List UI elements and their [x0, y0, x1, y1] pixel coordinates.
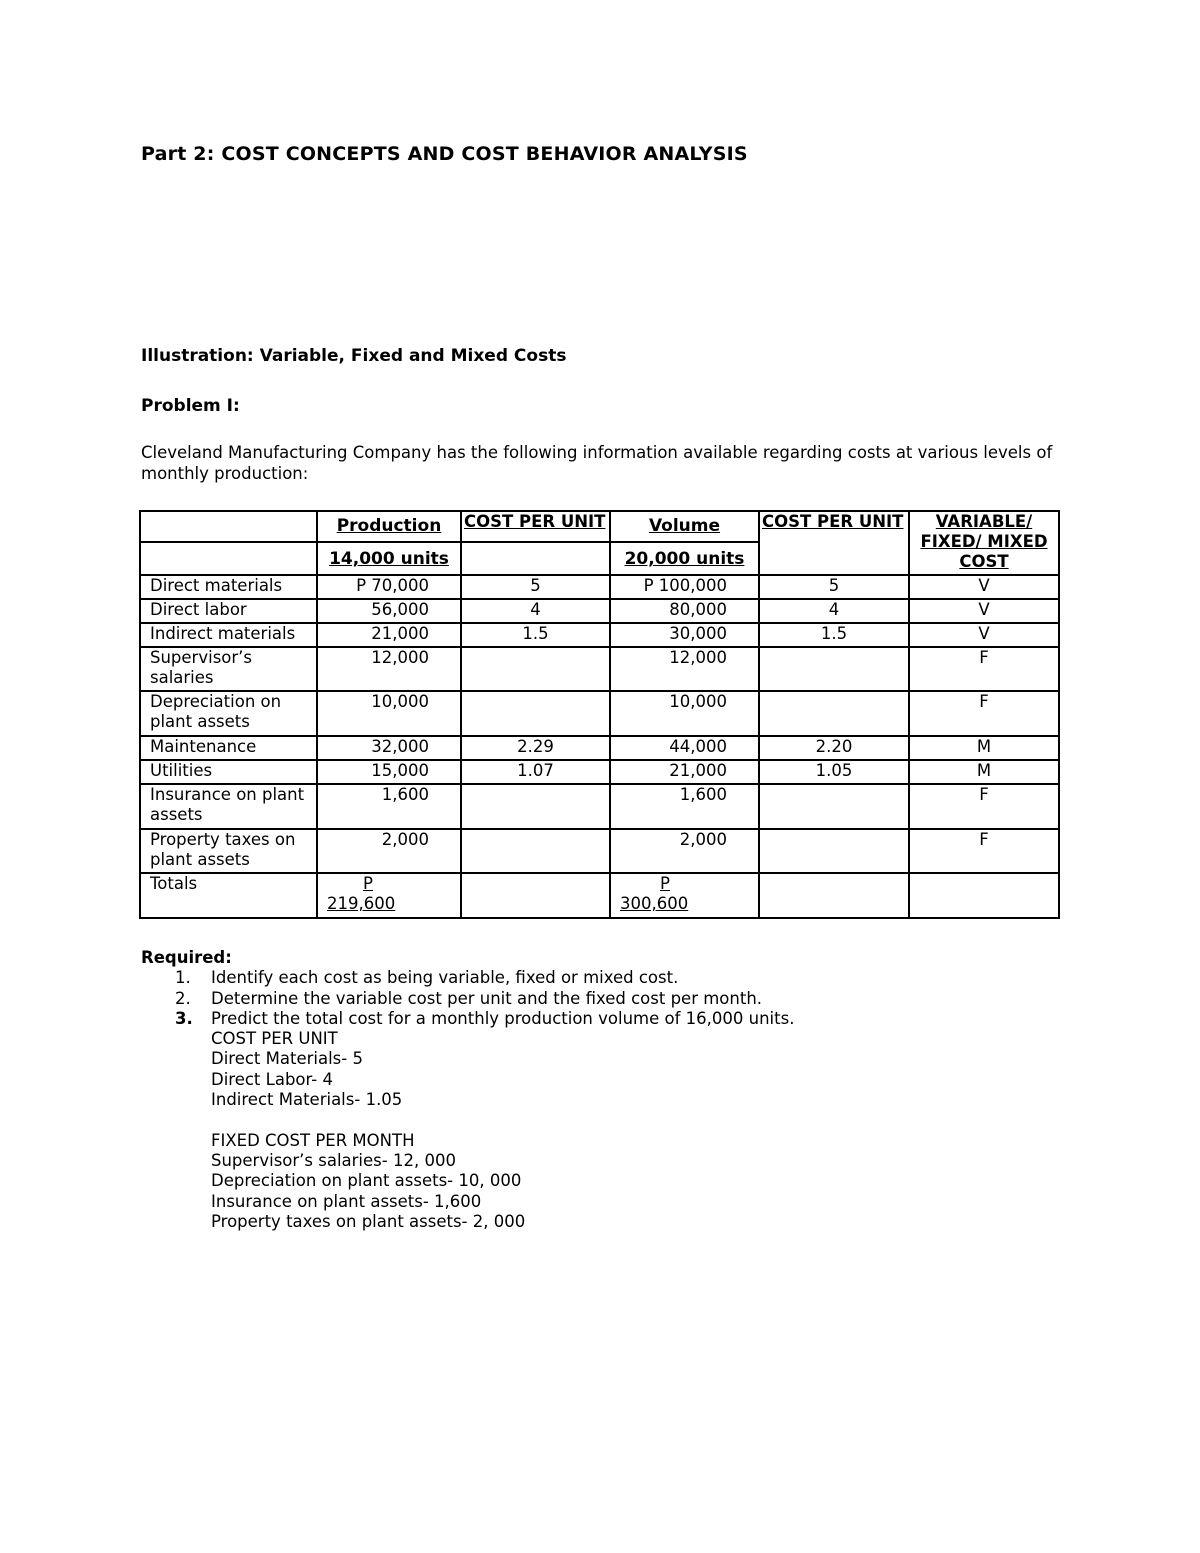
table-row: [140, 784, 1059, 829]
table-header-row-1: [140, 511, 1059, 542]
production-total: [317, 873, 461, 918]
volume-cost: 21,000: [610, 760, 759, 784]
cost-classification: F: [909, 647, 1059, 691]
cost-classification: F: [909, 829, 1059, 873]
production-cost: 12,000: [317, 647, 461, 691]
cost-per-unit-1: [461, 647, 610, 691]
volume-cost: 30,000: [610, 623, 759, 647]
table-row: [140, 760, 1059, 784]
table-row: [140, 599, 1059, 623]
header-volume: Volume: [610, 511, 759, 542]
item-number: 1.: [175, 968, 191, 988]
answer-line: Supervisor’s salaries- 12, 000: [211, 1150, 456, 1170]
answer-line: Property taxes on plant assets- 2, 000: [211, 1211, 526, 1231]
required-list: [141, 968, 794, 1029]
item-text: Predict the total cost for a monthly production volume of 16,000 units.: [211, 1008, 795, 1028]
table-row: [140, 647, 1059, 691]
production-total-value: 219,600: [327, 894, 396, 913]
cost-classification: M: [909, 760, 1059, 784]
answer-line: Insurance on plant assets- 1,600: [211, 1191, 482, 1211]
required-label: Required:: [141, 948, 232, 967]
cost-per-unit-2: 5: [759, 575, 909, 599]
cost-per-unit-1: [461, 784, 610, 829]
header-cost-per-unit-1: COST PER UNIT: [461, 511, 610, 542]
cost-item-label: Property taxes on plant assets: [140, 829, 317, 873]
volume-total-currency: P: [660, 874, 670, 893]
production-cost: 2,000: [317, 829, 461, 873]
production-cost: P 70,000: [317, 575, 461, 599]
fixed-cost-heading: FIXED COST PER MONTH: [211, 1130, 415, 1150]
cost-item-label: Maintenance: [140, 736, 317, 760]
cost-item-label: Indirect materials: [140, 623, 317, 647]
cost-per-unit-2: 4: [759, 599, 909, 623]
table-row: [140, 829, 1059, 873]
cost-per-unit-2: 2.20: [759, 736, 909, 760]
cost-per-unit-2: [759, 647, 909, 691]
cost-per-unit-1: 1.5: [461, 623, 610, 647]
answer-line: Direct Materials- 5: [211, 1049, 363, 1069]
production-cost: 21,000: [317, 623, 461, 647]
cost-classification: F: [909, 784, 1059, 829]
volume-cost: 12,000: [610, 647, 759, 691]
part-title: Part 2: COST CONCEPTS AND COST BEHAVIOR ANALYSIS: [141, 143, 748, 165]
item-number: 3.: [175, 1008, 193, 1028]
table-row: [140, 691, 1059, 736]
cost-item-label: Direct labor: [140, 599, 317, 623]
volume-cost: 10,000: [610, 691, 759, 736]
cost-item-label: Utilities: [140, 760, 317, 784]
production-cost: 32,000: [317, 736, 461, 760]
volume-cost: 1,600: [610, 784, 759, 829]
required-section: [141, 948, 794, 1232]
list-item: [141, 1009, 794, 1029]
production-cost: 10,000: [317, 691, 461, 736]
totals-row: [140, 873, 1059, 918]
header-production: Production: [317, 511, 461, 542]
production-cost: 15,000: [317, 760, 461, 784]
header-blank-cell: [140, 542, 317, 575]
cost-per-unit-1: [461, 829, 610, 873]
cost-per-unit-1: 5: [461, 575, 610, 599]
cost-classification: V: [909, 575, 1059, 599]
cost-per-unit-1: 2.29: [461, 736, 610, 760]
blank-cell: [461, 873, 610, 918]
item-number: 2.: [175, 988, 191, 1008]
cost-item-label: Insurance on plant assets: [140, 784, 317, 829]
volume-cost: 44,000: [610, 736, 759, 760]
table-row: [140, 575, 1059, 599]
list-item: [141, 989, 794, 1009]
problem-intro: Cleveland Manufacturing Company has the following information available regarding costs at various levels of monthly production:: [141, 443, 1053, 483]
volume-cost: 2,000: [610, 829, 759, 873]
header-blank-cell: [461, 542, 610, 575]
cost-item-label: Supervisor’s salaries: [140, 647, 317, 691]
production-total-currency: P: [363, 874, 373, 893]
cost-per-unit-answer: [141, 1029, 794, 1232]
answer-line: Direct Labor- 4: [211, 1069, 333, 1089]
header-production-units: 14,000 units: [317, 542, 461, 575]
volume-cost: 80,000: [610, 599, 759, 623]
illustration-title: Illustration: Variable, Fixed and Mixed Costs: [141, 346, 567, 366]
table-row: [140, 623, 1059, 647]
header-blank-cell: [140, 511, 317, 542]
volume-total-value: 300,600: [620, 894, 689, 913]
cost-per-unit-2: 1.5: [759, 623, 909, 647]
item-text: Determine the variable cost per unit and the fixed cost per month.: [211, 988, 763, 1008]
list-item: [141, 968, 794, 988]
header-volume-units: 20,000 units: [610, 542, 759, 575]
cost-per-unit-1: 4: [461, 599, 610, 623]
cost-classification: F: [909, 691, 1059, 736]
blank-cell: [759, 873, 909, 918]
item-text: Identify each cost as being variable, fixed or mixed cost.: [211, 968, 679, 988]
header-cost-per-unit-2: COST PER UNIT: [759, 511, 909, 575]
cost-item-label: Direct materials: [140, 575, 317, 599]
cost-per-unit-1: [461, 691, 610, 736]
header-classification: VARIABLE/ FIXED/ MIXED COST: [909, 511, 1059, 575]
volume-total: [610, 873, 759, 918]
cost-per-unit-2: [759, 691, 909, 736]
cost-classification: M: [909, 736, 1059, 760]
spacer: [211, 1110, 794, 1130]
totals-label: Totals: [140, 873, 317, 918]
cost-item-label: Depreciation on plant assets: [140, 691, 317, 736]
table-row: [140, 736, 1059, 760]
cost-table: [139, 510, 1060, 919]
cost-per-unit-2: 1.05: [759, 760, 909, 784]
cost-per-unit-2: [759, 829, 909, 873]
cost-per-unit-2: [759, 784, 909, 829]
volume-cost: P 100,000: [610, 575, 759, 599]
cost-per-unit-1: 1.07: [461, 760, 610, 784]
cost-classification: V: [909, 623, 1059, 647]
production-cost: 56,000: [317, 599, 461, 623]
cost-classification: V: [909, 599, 1059, 623]
problem-label: Problem I:: [141, 396, 240, 416]
production-cost: 1,600: [317, 784, 461, 829]
answer-line: Indirect Materials- 1.05: [211, 1090, 403, 1110]
answer-line: Depreciation on plant assets- 10, 000: [211, 1171, 522, 1191]
blank-cell: [909, 873, 1059, 918]
cost-per-unit-heading: COST PER UNIT: [211, 1029, 338, 1049]
